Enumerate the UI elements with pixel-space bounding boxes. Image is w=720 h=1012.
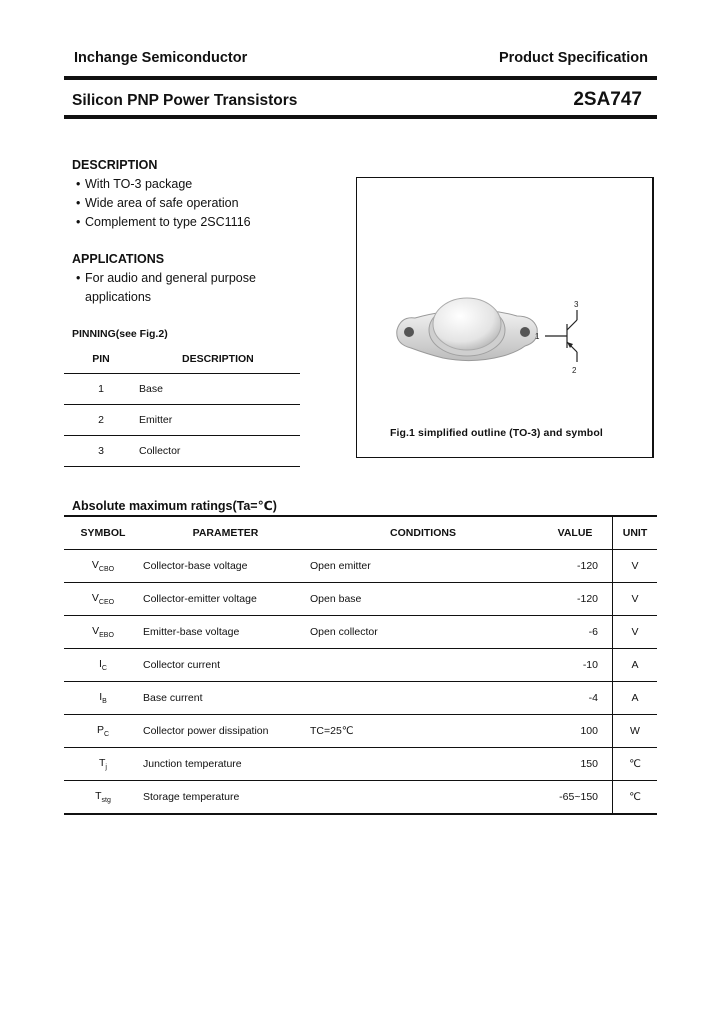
figure-box [356,177,654,458]
table-row [64,405,300,436]
ratings-table [64,515,657,815]
table-row [64,616,657,649]
unit-cell: ℃ [613,781,658,815]
conditions-cell: Open base [309,583,537,616]
header-rule [64,76,657,80]
company-name: Inchange Semiconductor [74,50,248,66]
symbol-label: 3 [574,300,579,309]
ratings-title: Absolute maximum ratings(Ta=℃) [72,499,277,513]
applications-list [76,269,256,307]
symbol-cell: $V_{CEO}$ [64,583,142,616]
value-cell: -6 [537,616,613,649]
parameter-cell: Collector-base voltage [142,550,309,583]
ratings-body [64,550,657,815]
product-line: Silicon PNP Power Transistors [72,92,298,109]
parameter-cell: Collector current [142,649,309,682]
value-cell: -120 [537,550,613,583]
unit-cell: A [613,682,658,715]
pin-description: Base [138,374,300,405]
list-item: • With TO-3 package [76,177,193,191]
symbol-cell: $V_{CBO}$ [64,550,142,583]
pinning-heading: PINNING(see Fig.2) [72,328,168,340]
symbol-cell: $I_C$ [64,649,142,682]
pinning-table [64,345,300,467]
list-item: applications [85,290,152,304]
column-header: UNIT [613,516,658,550]
value-cell: 150 [537,748,613,781]
applications-heading: APPLICATIONS [72,252,165,266]
symbol-cell: $T_{stg}$ [64,781,142,815]
conditions-cell: Open collector [309,616,537,649]
value-cell: -120 [537,583,613,616]
pin-description: Emitter [138,405,300,436]
part-number: 2SA747 [573,89,642,110]
table-row [64,649,657,682]
unit-cell: V [613,583,658,616]
column-header: DESCRIPTION [138,345,300,374]
table-row [64,374,300,405]
value-cell: 100 [537,715,613,748]
parameter-cell: Collector-emitter voltage [142,583,309,616]
conditions-cell: Open emitter [309,550,537,583]
parameter-cell: Junction temperature [142,748,309,781]
list-item: • Wide area of safe operation [76,196,239,210]
parameter-cell: Storage temperature [142,781,309,815]
conditions-cell [309,649,537,682]
unit-cell: V [613,616,658,649]
unit-cell: A [613,649,658,682]
unit-cell: V [613,550,658,583]
column-header: VALUE [537,516,613,550]
conditions-cell [309,781,537,815]
conditions-cell [309,748,537,781]
table-row [64,550,657,583]
figure-caption: Fig.1 simplified outline (TO-3) and symbol [390,427,603,439]
parameter-cell: Collector power dissipation [142,715,309,748]
table-row [64,436,300,467]
pin-description: Collector [138,436,300,467]
description-heading: DESCRIPTION [72,158,158,172]
table-row [64,715,657,748]
to3-package-icon [397,298,537,361]
table-row [64,781,657,815]
parameter-cell: Base current [142,682,309,715]
symbol-label: 1 [535,332,540,341]
column-header: PIN [64,345,138,374]
list-item: • For audio and general purpose [76,271,256,285]
parameter-cell: Emitter-base voltage [142,616,309,649]
unit-cell: ℃ [613,748,658,781]
conditions-cell: TC=25℃ [309,715,537,748]
pin-number: 1 [64,374,138,405]
column-header: SYMBOL [64,516,142,550]
table-header-row [64,516,657,550]
table-row [64,682,657,715]
title-rule [64,115,657,119]
pin-number: 3 [64,436,138,467]
unit-cell: W [613,715,658,748]
table-row [64,583,657,616]
value-cell: -65~150 [537,781,613,815]
column-header: CONDITIONS [309,516,537,550]
to3-package-and-symbol [357,178,653,457]
value-cell: -10 [537,649,613,682]
symbol-cell: $V_{EBO}$ [64,616,142,649]
symbol-cell: $I_B$ [64,682,142,715]
conditions-cell [309,682,537,715]
pin-number: 2 [64,405,138,436]
value-cell: -4 [537,682,613,715]
description-list [76,175,251,232]
table-row [64,748,657,781]
list-item: • Complement to type 2SC1116 [76,215,251,229]
symbol-cell: $P_C$ [64,715,142,748]
document-type: Product Specification [498,50,648,66]
symbol-label: 2 [572,366,577,375]
column-header: PARAMETER [142,516,309,550]
symbol-cell: $T_j$ [64,748,142,781]
table-header-row [64,345,300,374]
pnp-transistor-symbol-icon [545,310,577,362]
